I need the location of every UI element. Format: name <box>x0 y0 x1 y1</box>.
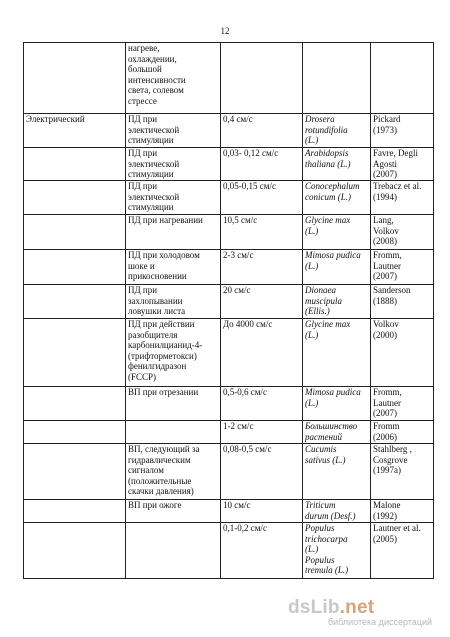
species-cell: Triticum durum (Desf.) <box>303 500 371 523</box>
signal-type-cell <box>24 181 126 215</box>
species-cell: Dionaea muscipula (Ellis.) <box>303 285 371 319</box>
table-row <box>24 421 434 444</box>
table-row <box>24 444 434 500</box>
reference-cell: Fromm, Lautner (2007) <box>371 387 434 421</box>
signal-cell: ВП при отрезании <box>126 387 221 421</box>
species-cell: Cucumis sativus (L.) <box>303 444 371 500</box>
table-row <box>24 319 434 387</box>
signal-type-cell <box>24 43 126 114</box>
signal-cell <box>126 523 221 579</box>
signal-cell: ПД при холодовом шоке и прикосновении <box>126 250 221 285</box>
species-cell: Mimosa pudica (L.) <box>303 387 371 421</box>
species-cell: Drosera rotundifolia (L.) <box>303 114 371 148</box>
table-row <box>24 285 434 319</box>
signal-cell <box>126 421 221 444</box>
signal-cell: ВП, следующий за гидравлическим сигналом (положительные скачки давления) <box>126 444 221 500</box>
signal-type-cell <box>24 523 126 579</box>
signal-cell: ВП при ожоге <box>126 500 221 523</box>
table-row <box>24 148 434 181</box>
table-row <box>24 523 434 579</box>
species-cell: Arabidopsis thaliana (L.) <box>303 148 371 181</box>
table-row <box>24 215 434 250</box>
reference-cell: Trebacz et al. (1994) <box>371 181 434 215</box>
signal-cell: ПД при действии разобщителя карбонилцианид-4- (трифторметокси) фенилгидразон (FCCP) <box>126 319 221 387</box>
speed-cell: 0,1-0,2 см/с <box>221 523 303 579</box>
speed-cell: 20 см/с <box>221 285 303 319</box>
reference-cell: Favre, Degli Agosti (2007) <box>371 148 434 181</box>
speed-cell: 0,5-0,6 см/с <box>221 387 303 421</box>
speed-cell: 1-2 см/с <box>221 421 303 444</box>
species-cell <box>303 43 371 114</box>
signal-cell: ПД при захлопывании ловушки листа <box>126 285 221 319</box>
table-row <box>24 387 434 421</box>
signal-type-cell <box>24 215 126 250</box>
speed-cell: 0,05-0,15 см/с <box>221 181 303 215</box>
table-row <box>24 500 434 523</box>
reference-cell: Fromm, Lautner (2007) <box>371 250 434 285</box>
species-cell: Большинство растений <box>303 421 371 444</box>
reference-cell: Sanderson (1888) <box>371 285 434 319</box>
reference-cell: Fromm (2006) <box>371 421 434 444</box>
species-cell: Populus trichocarpa (L.) Populus tremula (L.) <box>303 523 371 579</box>
reference-cell: Lang, Volkov (2008) <box>371 215 434 250</box>
watermark-logo: dsLib.net <box>288 597 375 618</box>
signal-cell: ПД при электической стимуляции <box>126 148 221 181</box>
table-row <box>24 250 434 285</box>
signal-type-cell <box>24 148 126 181</box>
reference-cell: Stahlberg , Cosgrove (1997a) <box>371 444 434 500</box>
page-number: 12 <box>220 26 230 36</box>
speed-cell: До 4000 см/с <box>221 319 303 387</box>
speed-cell: 10,5 см/с <box>221 215 303 250</box>
reference-cell: Volkov (2000) <box>371 319 434 387</box>
signal-type-cell: Электрический <box>24 114 126 148</box>
reference-cell <box>371 43 434 114</box>
watermark <box>288 597 438 627</box>
signal-cell: ПД при электической стимуляции <box>126 114 221 148</box>
speed-cell: 0,03- 0,12 см/с <box>221 148 303 181</box>
signal-type-cell <box>24 285 126 319</box>
reference-cell: Malone (1992) <box>371 500 434 523</box>
species-cell: Mimosa pudica (L.) <box>303 250 371 285</box>
table-row <box>24 181 434 215</box>
signal-type-cell <box>24 444 126 500</box>
species-cell: Glycine max (L.) <box>303 319 371 387</box>
data-table <box>23 42 434 579</box>
speed-cell <box>221 43 303 114</box>
speed-cell: 10 см/с <box>221 500 303 523</box>
table-row <box>24 114 434 148</box>
species-cell: Conocephalum conicum (L.) <box>303 181 371 215</box>
signal-type-cell <box>24 500 126 523</box>
signal-cell: ПД при электической стимуляции <box>126 181 221 215</box>
signal-type-cell <box>24 250 126 285</box>
watermark-subtitle: библиотека диссертаций <box>328 617 433 627</box>
reference-cell: Pickard (1973) <box>371 114 434 148</box>
speed-cell: 2-3 см/с <box>221 250 303 285</box>
table-row <box>24 43 434 114</box>
signal-cell: ПД при нагревании <box>126 215 221 250</box>
speed-cell: 0,4 см/с <box>221 114 303 148</box>
reference-cell: Lautner et al. (2005) <box>371 523 434 579</box>
signal-type-cell <box>24 387 126 421</box>
signal-cell: нагреве, охлаждении, большой интенсивности света, солевом стрессе <box>126 43 221 114</box>
signal-type-cell <box>24 319 126 387</box>
speed-cell: 0,08-0,5 см/с <box>221 444 303 500</box>
signal-type-cell <box>24 421 126 444</box>
species-cell: Glycine max (L.) <box>303 215 371 250</box>
